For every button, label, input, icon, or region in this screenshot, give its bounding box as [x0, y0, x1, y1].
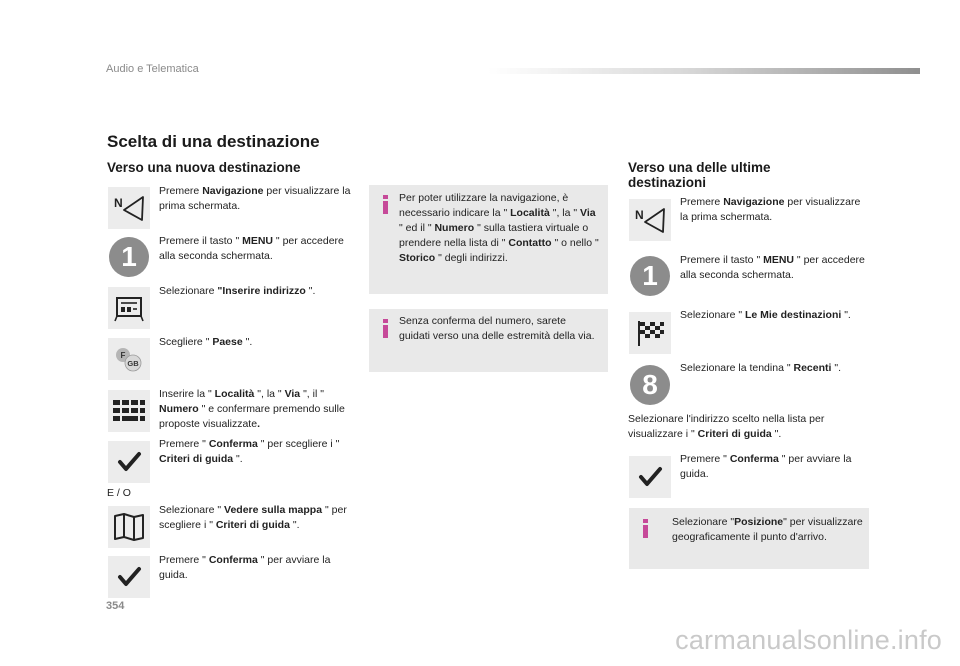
info-box-requirements [369, 185, 608, 294]
right-step-4: Selezionare la tendina " Recenti ". [680, 362, 841, 374]
left-step-2: Premere il tasto " MENU " per accedere alla seconda schermata. [159, 235, 344, 262]
info-text-requirements: Per poter utilizzare la navigazione, è necessario indicare la " Località ", la " Via " ed il " Numero " sulla tastiera virtuale o prendere nella lista di " Contatto " o nello " Storico " degli indirizzi. [399, 192, 599, 264]
navigation-icon [108, 187, 150, 229]
map-icon [108, 506, 150, 548]
right-step-2: Premere il tasto " MENU " per accedere alla seconda schermata. [680, 254, 865, 281]
right-heading: Verso una delle ultime destinazioni [628, 160, 771, 190]
info-box-position [629, 508, 869, 569]
info-icon [643, 519, 648, 538]
left-step-7: Selezionare " Vedere sulla mappa " per scegliere i " Criteri di guida ". [159, 504, 347, 531]
info-box-no-number [369, 309, 608, 372]
page-number: 354 [106, 600, 125, 612]
flag-gb-label: GB [127, 359, 139, 368]
left-step-3: Selezionare "Inserire indirizzo ". [159, 285, 316, 297]
section-header: Audio e Telematica [106, 63, 199, 75]
address-entry-icon [108, 287, 150, 329]
header-bar [488, 68, 920, 74]
info-icon [383, 319, 388, 338]
watermark: carmanualsonline.info [675, 625, 942, 655]
checkmark-icon [108, 556, 150, 598]
right-step-5: Selezionare l'indirizzo scelto nella lista per visualizzare i " Criteri di guida ". [628, 413, 825, 440]
checkered-flag-icon [629, 312, 671, 354]
keyboard-icon [108, 390, 150, 432]
svg-text:N: N [114, 196, 123, 210]
left-heading: Verso una nuova destinazione [107, 160, 301, 175]
left-step-5: Inserire la " Località ", la " Via ", il " Numero " e confermare premendo sulle proposte visualizzate. [159, 388, 345, 430]
country-flag-icon [108, 338, 150, 380]
navigation-icon [629, 199, 671, 241]
right-step-6: Premere " Conferma " per avviare la guida. [680, 453, 852, 480]
svg-text:N: N [635, 208, 644, 222]
step-number-badge: 1 [109, 237, 149, 277]
left-step-4: Scegliere " Paese ". [159, 336, 253, 348]
right-step-1: Premere Navigazione per visualizzare la prima schermata. [680, 196, 861, 223]
checkmark-icon [108, 441, 150, 483]
step-number-badge: 1 [630, 256, 670, 296]
right-step-3: Selezionare " Le Mie destinazioni ". [680, 309, 851, 321]
left-step-1: Premere Navigazione per visualizzare la prima schermata. [159, 185, 351, 212]
info-icon [383, 195, 388, 214]
or-label: E / O [107, 487, 131, 499]
page-title: Scelta di una destinazione [107, 132, 320, 151]
checkmark-icon [629, 456, 671, 498]
step-number-badge: 8 [630, 365, 670, 405]
left-step-8: Premere " Conferma " per avviare la guida. [159, 554, 331, 581]
left-step-6: Premere " Conferma " per scegliere i " Criteri di guida ". [159, 438, 340, 465]
info-text-position: Selezionare "Posizione" per visualizzare geograficamente il punto d'arrivo. [672, 516, 863, 543]
flag-f-label: F [120, 351, 126, 360]
info-text-no-number: Senza conferma del numero, sarete guidati verso una delle estremità della via. [399, 315, 595, 342]
